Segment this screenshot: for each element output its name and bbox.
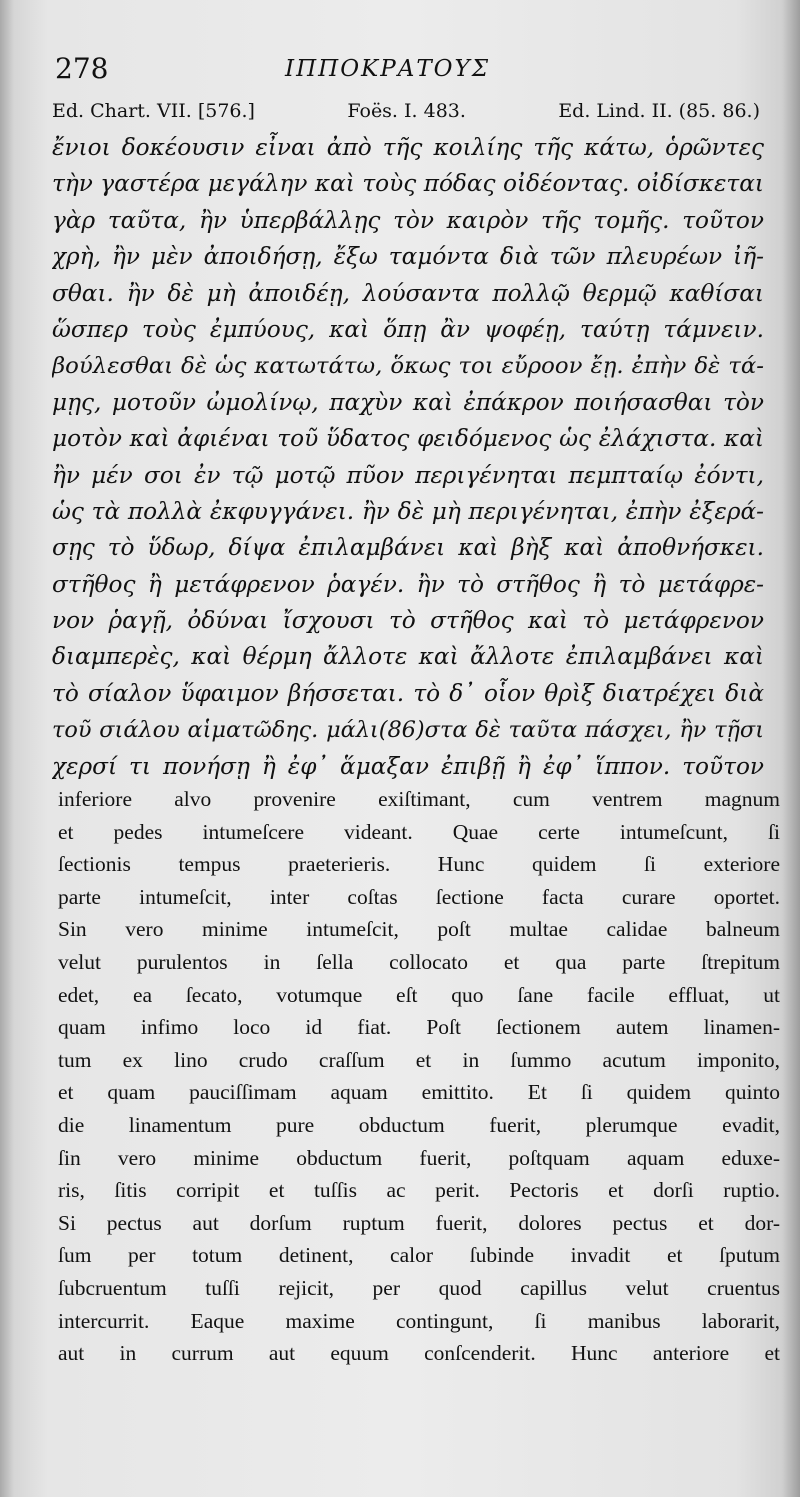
latin-text-line: Si pectus aut dorſum ruptum fuerit, dolores pectus et dor- [58,1210,780,1235]
greek-text-line: τοῦ σιάλου αἱματῶδης. μάλι(86)στα δὲ ταῦτα πάσχει, ἢν τῇσι [52,717,764,744]
greek-text-line: ὡς τὰ πολλὰ ἐκφυγγάνει. ἢν δὲ μὴ περιγένηται, ἐπὴν ἐξερά- [52,497,764,525]
greek-text-line: σθαι. ἢν δὲ μὴ ἀποιδέῃ, λούσαντα πολλῷ θερμῷ καθίσαι [52,279,764,307]
greek-text-block [52,130,764,785]
greek-text-line: νον ῥαγῇ, ὀδύναι ἴσχουσι τὸ στῆθος καὶ τὸ μετάφρενον [52,607,764,635]
latin-text-line: Sin vero minime intumeſcit, poſt multae calidae balneum [58,917,780,942]
greek-text-line: μῃς, μοτοῦν ὠμολίνῳ, παχὺν καὶ ἐπάκρον ποιήσασθαι τὸν [52,388,764,416]
latin-text-line: et quam pauciſſimam aquam emittito. Et ſi quidem quinto [58,1080,780,1105]
running-title: ΙΠΠΟΚΡΑΤΟΥΣ [285,56,490,82]
latin-text-line: et pedes intumeſcere videant. Quae certe intumeſcunt, ſi [58,819,780,844]
greek-text-line: τὸ σίαλον ὕφαιμον βήσσεται. τὸ δ᾽ οἷον θρὶξ διατρέχει διὰ [52,679,764,707]
page-number: 278 [55,52,109,85]
latin-text-line: parte intumeſcit, inter coſtas ſectione facta curare oportet. [58,884,780,909]
latin-translation-block [58,783,780,1370]
latin-text-line: ſin vero minime obductum fuerit, poſtquam aquam eduxe- [58,1145,780,1170]
latin-text-line: ſectionis tempus praeterieris. Hunc quidem ſi exteriore [58,852,780,877]
edition-reference-line [52,100,760,132]
latin-text-line: tum ex lino crudo craſſum et in ſummo acutum imponito, [58,1047,780,1072]
latin-text-line: inferiore alvo provenire exiſtimant, cum ventrem magnum [58,787,780,811]
latin-text-line: ris, ſitis corripit et tuſſis ac perit. Pectoris et dorſi ruptio. [58,1178,780,1203]
latin-text-line: edet, ea ſecato, votumque eſt quo ſane facile effluat, ut [58,982,780,1007]
page-edge-shadow-right [782,0,800,1497]
greek-text-line: στῆθος ἢ μετάφρενον ῥαγέν. ἢν τὸ στῆθος ἢ τὸ μετάφρε- [52,570,764,598]
latin-text-line: aut in currum aut equum conſcenderit. Hunc anteriore et [58,1341,780,1366]
latin-text-line: quam infimo loco id fiat. Poſt ſectionem autem linamen- [58,1015,780,1040]
greek-text-line: μοτὸν καὶ ἀφιέναι τοῦ ὕδατος φειδόμενος ὡς ἐλάχιστα. καὶ [52,425,764,453]
page-edge-shadow-left [0,0,14,1497]
latin-text-line: intercurrit. Eaque maxime contingunt, ſi manibus laborarit, [58,1308,780,1333]
greek-text-line: τὴν γαστέρα μεγάλην καὶ τοὺς πόδας οἰδέοντας. οἰδίσκεται [52,170,764,198]
edition-chartier-ref: Ed. Chart. VII. [576.] [52,100,255,122]
greek-text-line: διαμπερὲς, καὶ θέρμη ἄλλοτε καὶ ἄλλοτε ἐπιλαμβάνει καὶ [52,643,764,671]
latin-text-line: ſum per totum detinent, calor ſubinde invadit et ſputum [58,1243,780,1268]
greek-text-line: ἢν μέν σοι ἐν τῷ μοτῷ πῦον περιγένηται πεμπταίῳ ἐόντι, [52,461,764,489]
greek-text-line: βούλεσθαι δὲ ὡς κατωτάτω, ὅκως τοι εὔροον ἔῃ. ἐπὴν δὲ τά- [52,353,764,380]
greek-text-line: γὰρ ταῦτα, ἢν ὑπερβάλλῃς τὸν καιρὸν τῆς τομῆς. τοῦτον [52,206,764,234]
latin-text-line: velut purulentos in ſella collocato et qua parte ſtrepitum [58,949,780,974]
greek-text-line: χρὴ, ἢν μὲν ἀποιδήσῃ, ἔξω ταμόντα διὰ τῶν πλευρέων ἰῆ- [52,243,764,271]
edition-linden-ref: Ed. Lind. II. (85. 86.) [558,100,760,122]
page-header [55,52,760,92]
greek-text-line: σῃς τὸ ὕδωρ, δίψα ἐπιλαμβάνει καὶ βὴξ καὶ ἀποθνήσκει. [52,534,764,562]
edition-foes-ref: Foës. I. 483. [347,100,466,122]
latin-text-line: ſubcruentum tuſſi rejicit, per quod capillus velut cruentus [58,1275,780,1300]
greek-text-line: ὥσπερ τοὺς ἐμπύους, καὶ ὅπῃ ἂν ψοφέῃ, ταύτῃ τάμνειν. [52,315,764,343]
greek-text-line: χερσί τι πονήσῃ ἢ ἐφ᾽ ἅμαξαν ἐπιβῇ ἢ ἐφ᾽ ἵππον. τοῦτον [52,752,764,780]
greek-text-line: ἔνιοι δοκέουσιν εἶναι ἀπὸ τῆς κοιλίης τῆς κάτω, ὁρῶντες [52,134,764,161]
latin-text-line: die linamentum pure obductum fuerit, plerumque evadit, [58,1112,780,1137]
